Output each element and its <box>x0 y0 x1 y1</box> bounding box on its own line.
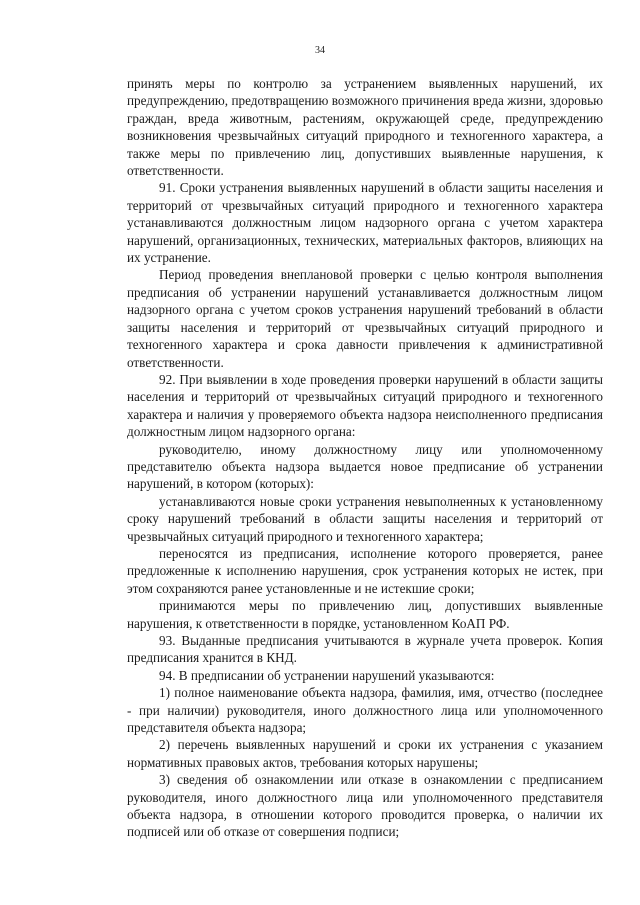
paragraph: 1) полное наименование объекта надзора, фамилия, имя, отчество (последнее - при наличии) руководителя, иного должностного лица или уполномоченного представителя объекта надзора; <box>127 685 603 736</box>
paragraph: 94. В предписании об устранении нарушений указываются: <box>159 667 495 683</box>
paragraph: 3) сведения об ознакомлении или отказе в ознакомлении с предписанием руководителя, иного должностного лица или уполномоченного представителя объекта надзора, в отношении которого проводится проверка, о наличии их подписей или об отказе от совершения подписи; <box>127 772 603 840</box>
paragraph: переносятся из предписания, исполнение которого проверяется, ранее предложенные к исполнению нарушения, срок устранения которых не истек, при этом сохраняются ранее установленные и не истекшие сроки; <box>127 545 603 596</box>
paragraph: 92. При выявлении в ходе проведения проверки нарушений в области защиты населения и территорий от чрезвычайных ситуаций природного и техногенного характера и наличия у проверяемого объекта надзора неисполненного предписания должностным лицом надзорного органа: <box>127 371 603 440</box>
page-number: 34 <box>315 45 325 56</box>
paragraph: устанавливаются новые сроки устранения невыполненных к установленному сроку нарушений требований в области защиты населения и территорий от чрезвычайных ситуаций природного и техногенного характера; <box>127 493 603 544</box>
paragraph: 2) перечень выявленных нарушений и сроки их устранения с указанием нормативных правовых актов, требования которых нарушены; <box>127 737 603 770</box>
paragraph: принимаются меры по привлечению лиц, допустивших выявленные нарушения, к ответственности в порядке, установленном КоАП РФ. <box>127 598 603 631</box>
paragraph: 91. Сроки устранения выявленных нарушений в области защиты населения и территорий от чрезвычайных ситуаций природного и техногенного характера устанавливаются должностным лицом надзорного органа с учетом характера нарушений, организационных, технических, материальных факторов, влияющих на их устранение. <box>127 180 603 266</box>
paragraph: 93. Выданные предписания учитываются в журнале учета проверок. Копия предписания хранится в КНД. <box>127 633 603 666</box>
paragraph: Период проведения внеплановой проверки с целью контроля выполнения предписания об устранении нарушений устанавливается должностным лицом надзорного органа с учетом сроков устранения нарушений требований в области защиты населения и территорий от чрезвычайных ситуаций природного и техногенного характера и срока давности привлечения к административной ответственности. <box>127 267 603 370</box>
paragraph: принять меры по контролю за устранением выявленных нарушений, их предупреждению, предотвращению возможного причинения вреда жизни, здоровью граждан, вреда животным, растениям, окружающей среде, предупреждению возникновения чрезвычайных ситуаций природного и техногенного характера, а также меры по привлечению лиц, допустивших выявленные нарушения, к ответственности. <box>127 76 603 179</box>
document-body <box>127 75 603 841</box>
paragraph: руководителю, иному должностному лицу или уполномоченному представителю объекта надзора выдается новое предписание об устранении нарушений, в котором (которых): <box>127 441 603 492</box>
